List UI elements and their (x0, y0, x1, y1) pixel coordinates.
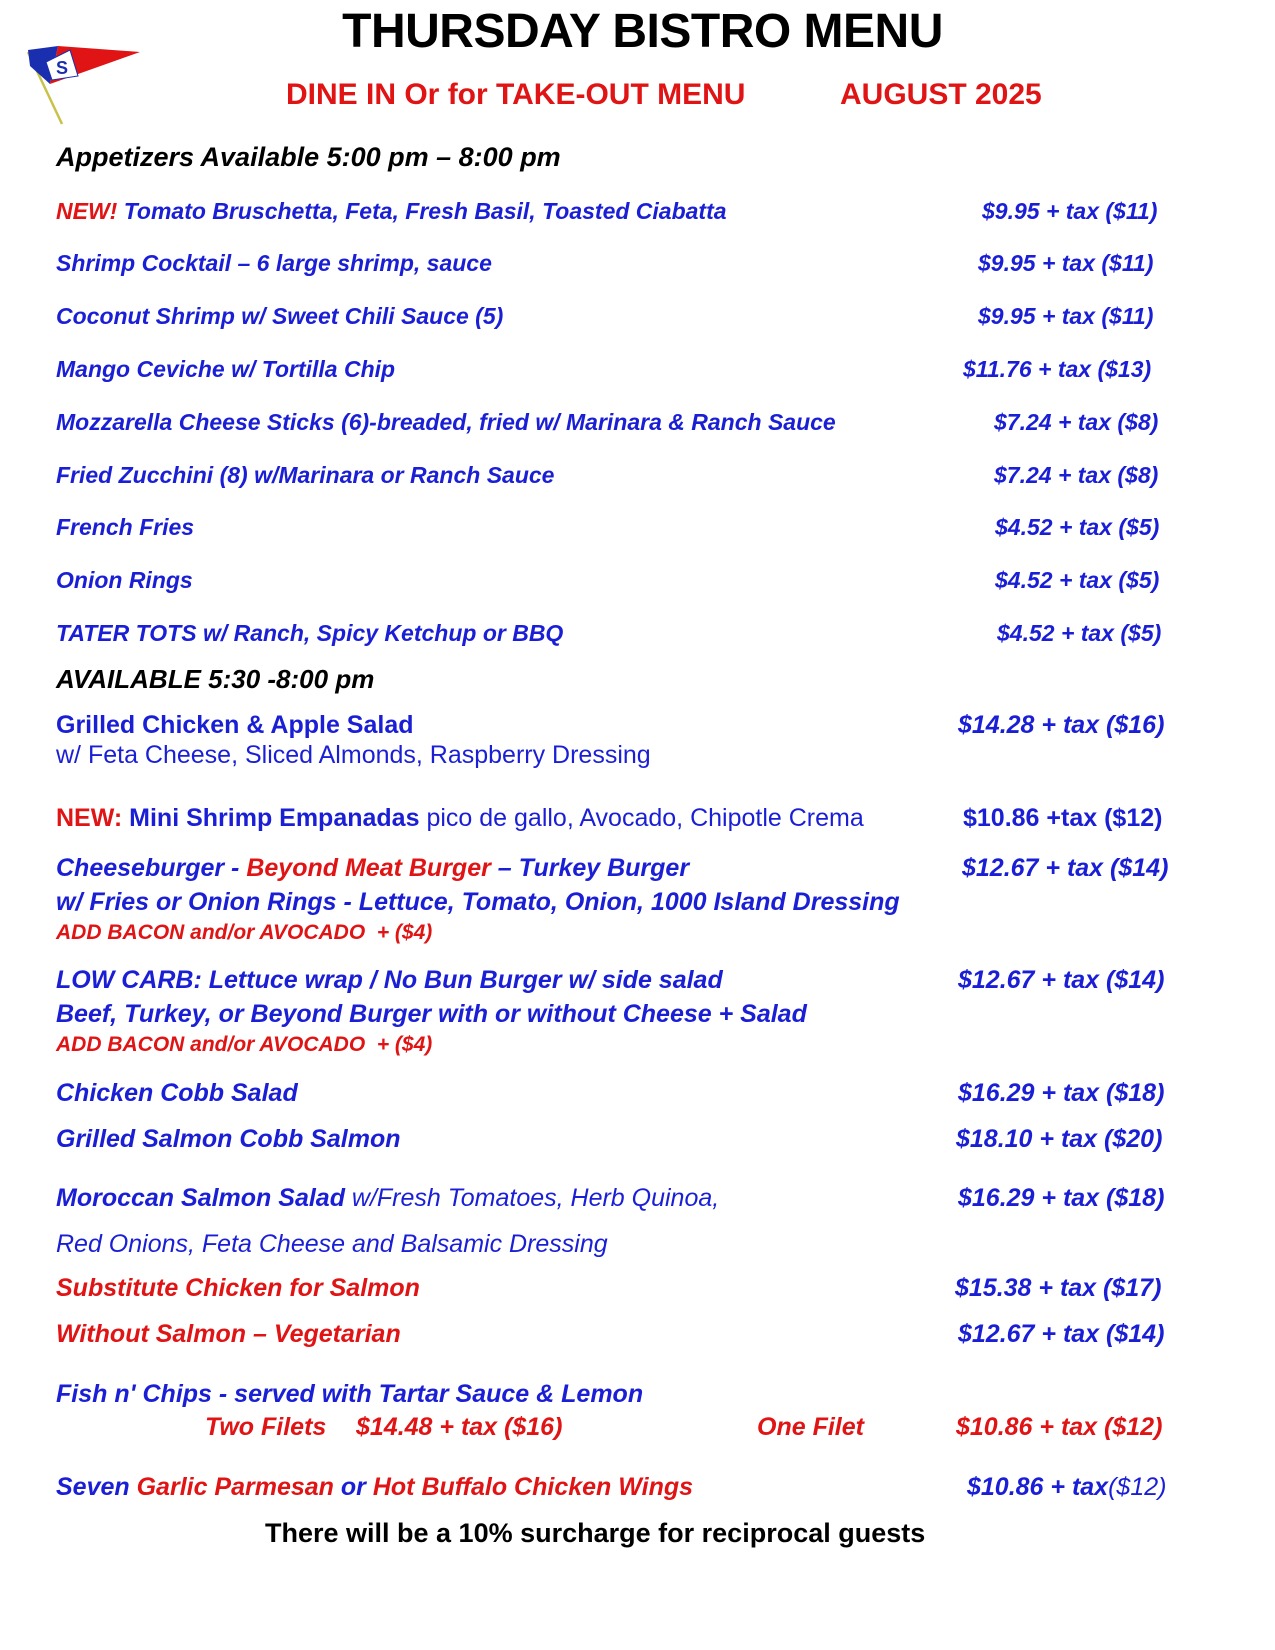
appetizer-name: Fried Zucchini (8) w/Marinara or Ranch Sauce (56, 462, 555, 488)
empanadas-line (56, 804, 864, 833)
wings-count: Seven (56, 1473, 137, 1501)
fish-name: Fish n' Chips - served with Tartar Sauce & Lemon (56, 1380, 644, 1408)
wings-price-total: ($12) (1108, 1473, 1167, 1501)
salmon-cobb-price: $18.10 + tax ($20) (956, 1125, 1163, 1153)
appetizer-price: $11.76 + tax ($13) (963, 356, 1152, 382)
moroccan-desc: w/Fresh Tomatoes, Herb Quinoa, (344, 1184, 720, 1212)
wings-price-main: $10.86 + tax (967, 1473, 1109, 1501)
appetizer-name: Mozzarella Cheese Sticks (6)-breaded, fried w/ Marinara & Ranch Sauce (56, 409, 836, 435)
vegetarian-price: $12.67 + tax ($14) (958, 1320, 1165, 1348)
new-tag: NEW: (56, 804, 123, 832)
cheeseburger-line (56, 854, 689, 883)
chicken-cobb-price: $16.29 + tax ($18) (958, 1079, 1165, 1107)
subtitle-date: AUGUST 2025 (840, 78, 1042, 111)
appetizer-name: TATER TOTS w/ Ranch, Spicy Ketchup or BBQ (56, 620, 564, 646)
moroccan-desc-2: Red Onions, Feta Cheese and Balsamic Dressing (56, 1230, 608, 1258)
appetizer-price: $7.24 + tax ($8) (994, 409, 1159, 435)
logo-letter: S (56, 58, 69, 78)
wings-price (967, 1473, 1166, 1502)
appetizer-price: $9.95 + tax ($11) (978, 250, 1154, 276)
empanadas-desc: pico de gallo, Avocado, Chipotle Crema (419, 804, 864, 832)
surcharge-note: There will be a 10% surcharge for reciprocal guests (265, 1518, 926, 1548)
low-carb-addon: ADD BACON and/or AVOCADO + ($4) (56, 1033, 433, 1056)
moroccan-name: Moroccan Salmon Salad (56, 1184, 345, 1212)
appetizer-name: Coconut Shrimp w/ Sweet Chili Sauce (5) (56, 303, 504, 329)
salmon-cobb-name: Grilled Salmon Cobb Salmon (56, 1125, 401, 1153)
appetizer-name: Onion Rings (56, 567, 193, 593)
cheeseburger-desc: w/ Fries or Onion Rings - Lettuce, Tomato, Onion, 1000 Island Dressing (56, 888, 900, 916)
appetizer-price: $4.52 + tax ($5) (995, 514, 1160, 540)
appetizer-price: $9.95 + tax ($11) (978, 303, 1154, 329)
vegetarian-name: Without Salmon – Vegetarian (56, 1320, 401, 1348)
low-carb-name: LOW CARB: Lettuce wrap / No Bun Burger w/ side salad (56, 966, 723, 994)
new-tag: NEW! (56, 198, 118, 224)
low-carb-desc: Beef, Turkey, or Beyond Burger with or without Cheese + Salad (56, 1000, 807, 1028)
appetizer-name: Tomato Bruschetta, Feta, Fresh Basil, Toasted Ciabatta (123, 198, 727, 224)
empanadas-price: $10.86 +tax ($12) (963, 804, 1163, 832)
appetizers-heading: Appetizers Available 5:00 pm – 8:00 pm (56, 142, 561, 172)
cheeseburger-name: Cheeseburger - (56, 854, 247, 882)
mains-heading: AVAILABLE 5:30 -8:00 pm (56, 664, 375, 694)
fish-one-label: One Filet (757, 1413, 864, 1441)
appetizer-price: $9.95 + tax ($11) (982, 198, 1158, 224)
fish-one-price: $10.86 + tax ($12) (956, 1413, 1163, 1441)
appetizer-price: $7.24 + tax ($8) (994, 462, 1159, 488)
wings-line (56, 1473, 693, 1502)
grilled-chicken-desc: w/ Feta Cheese, Sliced Almonds, Raspberry Dressing (56, 741, 651, 769)
empanadas-name: Mini Shrimp Empanadas (129, 804, 420, 832)
cheeseburger-addon: ADD BACON and/or AVOCADO + ($4) (56, 921, 433, 944)
moroccan-line (56, 1184, 719, 1213)
fish-two-price: $14.48 + tax ($16) (356, 1413, 563, 1441)
appetizer-name: French Fries (56, 514, 195, 540)
grilled-chicken-price: $14.28 + tax ($16) (958, 711, 1165, 739)
beyond-burger-name: Beyond Meat Burger (246, 854, 491, 882)
turkey-burger-name: – Turkey Burger (490, 854, 690, 882)
page-title: THURSDAY BISTRO MENU (342, 5, 943, 58)
substitute-price: $15.38 + tax ($17) (955, 1274, 1162, 1302)
appetizer-name: Mango Ceviche w/ Tortilla Chip (56, 356, 396, 382)
appetizer-name: Shrimp Cocktail – 6 large shrimp, sauce (56, 250, 492, 276)
appetizer-price: $4.52 + tax ($5) (995, 567, 1160, 593)
appetizer-item (56, 198, 727, 225)
appetizer-price: $4.52 + tax ($5) (997, 620, 1162, 646)
chicken-cobb-name: Chicken Cobb Salad (56, 1079, 298, 1107)
fish-two-label: Two Filets (205, 1413, 327, 1441)
subtitle-dine-in: DINE IN Or for TAKE-OUT MENU (286, 78, 746, 111)
wings-garlic: Garlic Parmesan (136, 1473, 334, 1501)
wings-or: or (333, 1473, 373, 1501)
low-carb-price: $12.67 + tax ($14) (958, 966, 1165, 994)
moroccan-price: $16.29 + tax ($18) (958, 1184, 1165, 1212)
substitute-name: Substitute Chicken for Salmon (56, 1274, 420, 1302)
cheeseburger-price: $12.67 + tax ($14) (962, 854, 1169, 882)
wings-buffalo: Hot Buffalo Chicken Wings (372, 1473, 694, 1501)
grilled-chicken-name: Grilled Chicken & Apple Salad (56, 711, 414, 739)
